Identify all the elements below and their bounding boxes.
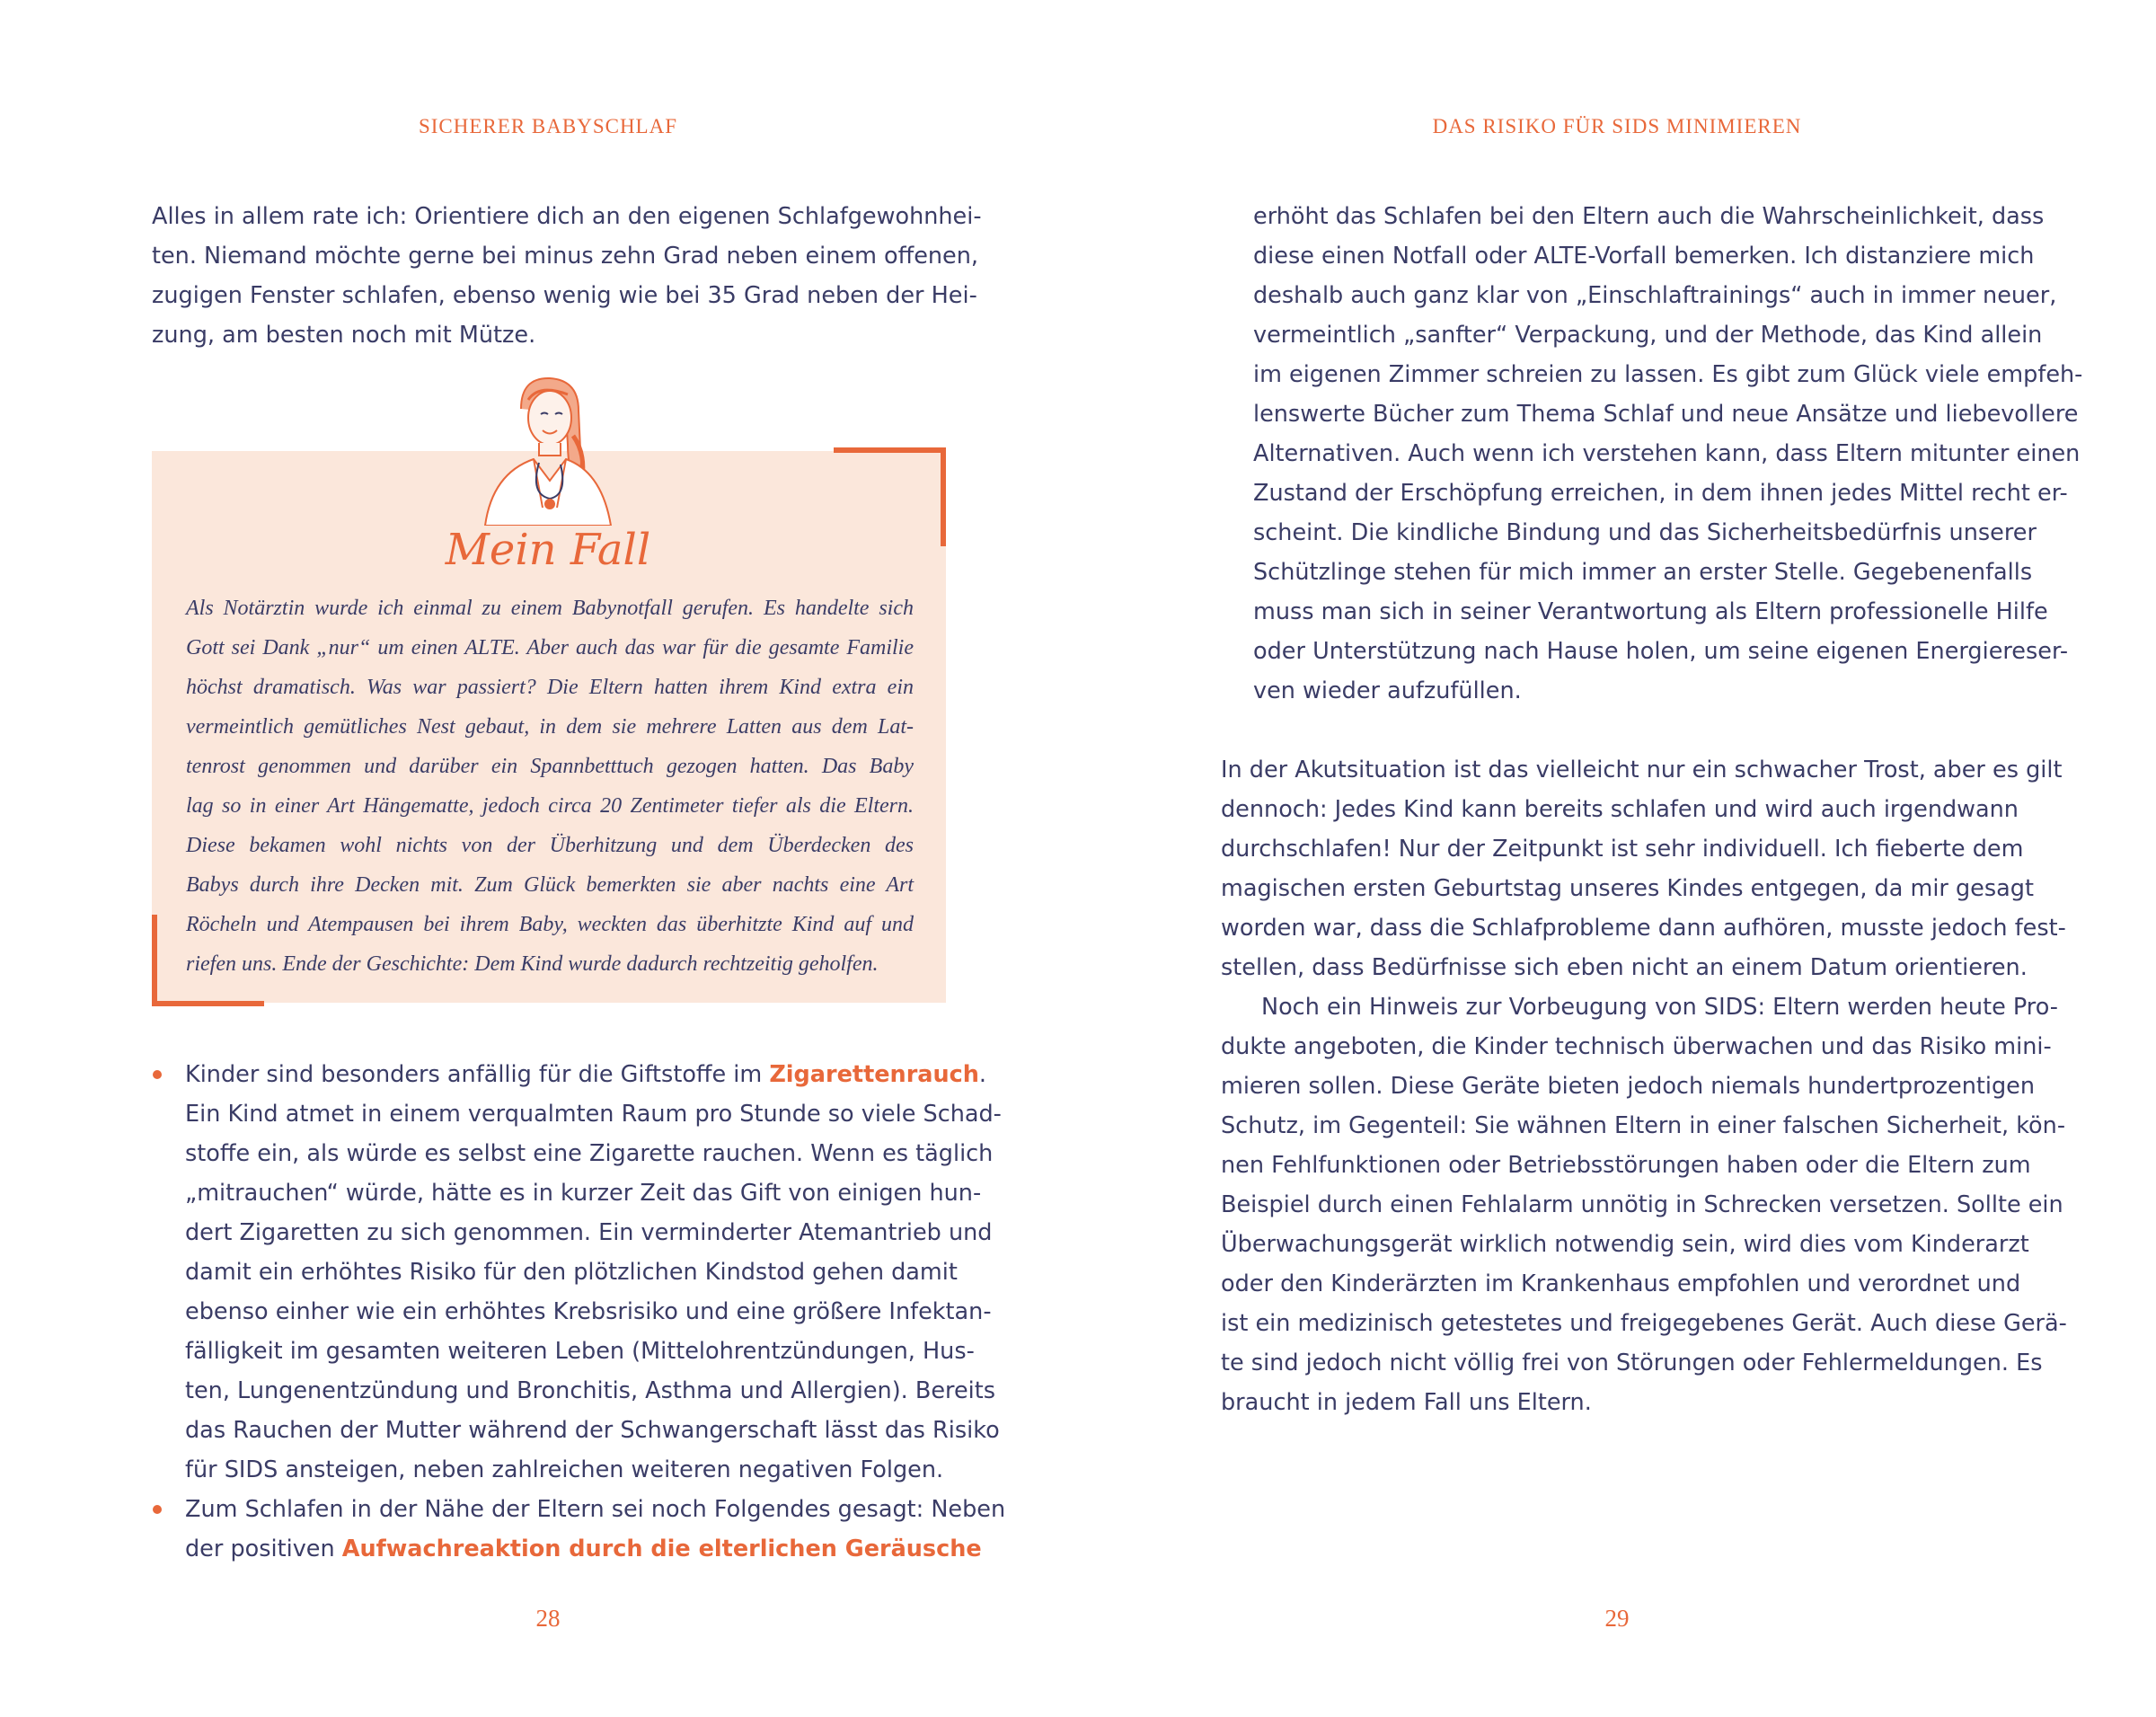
body-line: Beispiel durch einen Fehlalarm unnötig in Schrecken versetzen. Sollte ein	[1221, 1191, 2063, 1218]
bullet-line: „mitrauchen“ würde, hätte es in kurzer Zeit das Gift von einigen hun-	[185, 1180, 982, 1207]
bullet-line: ebenso einher wie ein erhöhtes Krebsrisiko und eine größere Infektan-	[185, 1298, 992, 1325]
body-line: Schutz, im Gegenteil: Sie wähnen Eltern in einer falschen Sicherheit, kön-	[1221, 1112, 2066, 1139]
case-box-corner-accent	[941, 447, 946, 546]
body-line: ven wieder aufzufüllen.	[1253, 677, 1522, 704]
bullet-line: fälligkeit im gesamten weiteren Leben (Mittelohrentzündungen, Hus-	[185, 1338, 975, 1365]
bullet-line: der positiven Aufwachreaktion durch die elterlichen Geräusche	[185, 1536, 982, 1562]
case-text-line: lag so in einer Art Hängematte, jedoch circa 20 Zentimeter tiefer als die Eltern.	[186, 794, 914, 818]
intro-line: ten. Niemand möchte gerne bei minus zehn Grad neben einem offenen,	[152, 243, 979, 270]
body-line: braucht in jedem Fall uns Eltern.	[1221, 1389, 1592, 1416]
body-line: scheint. Die kindliche Bindung und das Sicherheitsbedürfnis unserer	[1253, 519, 2037, 546]
bullet-line: ten, Lungenentzündung und Bronchitis, Asthma und Allergien). Bereits	[185, 1377, 996, 1404]
body-line: In der Akutsituation ist das vielleicht nur ein schwacher Trost, aber es gilt	[1221, 757, 2063, 783]
body-line: dukte angeboten, die Kinder technisch überwachen und das Risiko mini-	[1221, 1033, 2052, 1060]
case-box-corner-accent	[834, 447, 946, 453]
body-line: Zustand der Erschöpfung erreichen, in dem ihnen jedes Mittel recht er-	[1253, 480, 2068, 507]
case-text-line: Gott sei Dank „nur“ um einen ALTE. Aber auch das war für die gesamte Familie	[186, 636, 914, 659]
bullet-line: stoffe ein, als würde es selbst eine Zigarette rauchen. Wenn es täglich	[185, 1140, 994, 1167]
bullet-line: dert Zigaretten zu sich genommen. Ein verminderter Atemantrieb und	[185, 1219, 993, 1246]
body-line: Noch ein Hinweis zur Vorbeugung von SIDS: Eltern werden heute Pro-	[1261, 994, 2058, 1021]
intro-line: Alles in allem rate ich: Orientiere dich an den eigenen Schlafgewohnhei-	[152, 203, 982, 230]
body-line: im eigenen Zimmer schreien zu lassen. Es gibt zum Glück viele empfeh-	[1253, 361, 2083, 388]
body-line: oder den Kinderärzten im Krankenhaus empfohlen und verordnet und	[1221, 1270, 2021, 1297]
case-box-corner-accent	[152, 915, 157, 1006]
case-text-line: Röcheln und Atempausen bei ihrem Baby, weckten das überhitzte Kind auf und	[186, 913, 914, 936]
body-line: te sind jedoch nicht völlig frei von Störungen oder Fehlermeldungen. Es	[1221, 1350, 2043, 1376]
bullet-line: für SIDS ansteigen, neben zahlreichen weiteren negativen Folgen.	[185, 1456, 944, 1483]
body-line: deshalb auch ganz klar von „Einschlaftrainings“ auch in immer neuer,	[1253, 282, 2057, 309]
body-line: diese einen Notfall oder ALTE-Vorfall bemerken. Ich distanziere mich	[1253, 243, 2035, 270]
bullet-line: das Rauchen der Mutter während der Schwangerschaft lässt das Risiko	[185, 1417, 1000, 1444]
page-number-right: 29	[1604, 1605, 1630, 1632]
body-line: Überwachungsgerät wirklich notwendig sein, wird dies vom Kinderarzt	[1221, 1231, 2029, 1258]
body-line: worden war, dass die Schlafprobleme dann aufhören, musste jedoch fest-	[1221, 915, 2066, 942]
page-number-left: 28	[535, 1605, 561, 1632]
body-line: dennoch: Jedes Kind kann bereits schlafen und wird auch irgendwann	[1221, 796, 2019, 823]
body-line: Alternativen. Auch wenn ich verstehen kann, dass Eltern mitunter einen	[1253, 440, 2081, 467]
body-line: mieren sollen. Diese Geräte bieten jedoch niemals hundertprozentigen	[1221, 1073, 2035, 1100]
intro-line: zung, am besten noch mit Mütze.	[152, 322, 536, 349]
body-line: erhöht das Schlafen bei den Eltern auch die Wahrscheinlichkeit, dass	[1253, 203, 2045, 230]
case-text-line: Diese bekamen wohl nichts von der Überhitzung und dem Überdecken des	[186, 834, 914, 857]
body-line: vermeintlich „sanfter“ Verpackung, und der Methode, das Kind allein	[1253, 322, 2043, 349]
body-line: lenswerte Bücher zum Thema Schlaf und neue Ansätze und liebevollere	[1253, 401, 2079, 428]
case-text-line: höchst dramatisch. Was war passiert? Die Eltern hatten ihrem Kind extra ein	[186, 676, 914, 699]
case-text-line: Als Notärztin wurde ich einmal zu einem Babynotfall gerufen. Es handelte sich	[186, 597, 914, 620]
bullet-icon	[153, 1070, 162, 1079]
case-title: Mein Fall	[445, 525, 651, 575]
case-text-line: vermeintlich gemütliches Nest gebaut, in dem sie mehrere Latten aus dem Lat-	[186, 715, 914, 739]
body-line: durchschlafen! Nur der Zeitpunkt ist sehr individuell. Ich fieberte dem	[1221, 836, 2024, 863]
highlight-term: Zigarettenrauch	[769, 1061, 979, 1088]
doctor-illustration-icon	[467, 373, 629, 526]
body-line: Schützlinge stehen für mich immer an erster Stelle. Gegebenenfalls	[1253, 559, 2033, 586]
bullet-icon	[153, 1505, 162, 1514]
bullet-line: damit ein erhöhtes Risiko für den plötzlichen Kindstod gehen damit	[185, 1259, 958, 1286]
running-header-left: SICHERER BABYSCHLAF	[418, 115, 678, 137]
case-text-line: tenrost genommen und darüber ein Spannbetttuch gezogen hatten. Das Baby	[186, 755, 914, 778]
body-line: ist ein medizinisch getestetes und freigegebenes Gerät. Auch diese Gerä-	[1221, 1310, 2067, 1337]
body-line: magischen ersten Geburtstag unseres Kindes entgegen, da mir gesagt	[1221, 875, 2034, 902]
body-line: nen Fehlfunktionen oder Betriebsstörungen haben oder die Eltern zum	[1221, 1152, 2031, 1179]
body-line: stellen, dass Bedürfnisse sich eben nicht an einem Datum orientieren.	[1221, 954, 2028, 981]
highlight-term: Aufwachreaktion durch die elterlichen Geräusche	[341, 1536, 982, 1562]
running-header-right: DAS RISIKO FÜR SIDS MINIMIEREN	[1432, 115, 1802, 137]
intro-line: zugigen Fenster schlafen, ebenso wenig wie bei 35 Grad neben der Hei-	[152, 282, 977, 309]
body-line: muss man sich in seiner Verantwortung als Eltern professionelle Hilfe	[1253, 598, 2048, 625]
bullet-line: Zum Schlafen in der Nähe der Eltern sei noch Folgendes gesagt: Neben	[185, 1496, 1006, 1523]
case-text-line: Babys durch ihre Decken mit. Zum Glück bemerkten sie aber nachts eine Art	[186, 873, 914, 897]
body-line: oder Unterstützung nach Hause holen, um seine eigenen Energiereser-	[1253, 638, 2069, 665]
case-box-corner-accent	[152, 1001, 264, 1006]
bullet-line: Kinder sind besonders anfällig für die Giftstoffe im Zigarettenrauch.	[185, 1061, 987, 1088]
bullet-line: Ein Kind atmet in einem verqualmten Raum pro Stunde so viele Schad-	[185, 1101, 1002, 1128]
case-text-line: riefen uns. Ende der Geschichte: Dem Kind wurde dadurch rechtzeitig geholfen.	[186, 952, 879, 976]
